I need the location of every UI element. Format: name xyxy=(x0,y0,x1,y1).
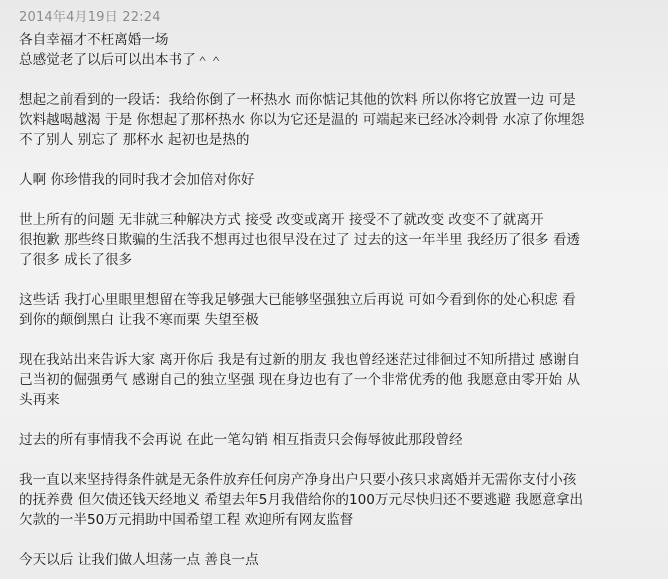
text-line: 人啊 你珍惜我的同时我才会加倍对你好 xyxy=(19,172,255,188)
paragraph-1 xyxy=(19,30,659,70)
text-line: 我一直以来坚持得条件就是无条件放弃任何房产净身出户只要小孩只求离婚并无需你支付小孩 xyxy=(19,472,577,488)
text-line: 世上所有的问题 无非就三种解决方式 接受 改变或离开 接受不了就改变 改变不了就离开 xyxy=(19,212,544,228)
text-line: 的抚养费 但欠债还钱天经地义 希望去年5月我借给你的100万元尽快归还不要逃避 我愿意拿出 xyxy=(19,492,584,508)
paragraph-7 xyxy=(19,430,659,450)
text-line: 了很多 成长了很多 xyxy=(19,252,133,268)
paragraph-8 xyxy=(19,470,659,530)
post-body xyxy=(19,30,659,570)
text-line: 各自幸福才不枉离婚一场 xyxy=(19,32,169,48)
text-line: 己当初的倔强勇气 感谢自己的独立坚强 现在身边也有了一个非常优秀的他 我愿意由零开始 从 xyxy=(19,372,581,388)
paragraph-6 xyxy=(19,350,659,410)
paragraph-2 xyxy=(19,90,659,150)
text-line: 饮料越喝越渴 于是 你想起了那杯热水 你以为它还是温的 可端起来已经冰冷刺骨 水凉了你埋怨 xyxy=(19,112,585,128)
text-line: 想起之前看到的一段话：我给你倒了一杯热水 而你惦记其他的饮料 所以你将它放置一边 可是 xyxy=(19,92,576,108)
text-line: 现在我站出来告诉大家 离开你后 我是有过新的朋友 我也曾经迷茫过徘徊过不知所措过 感谢自 xyxy=(19,352,581,368)
paragraph-9 xyxy=(19,550,659,570)
paragraph-5 xyxy=(19,290,659,330)
text-line: 很抱歉 那些终日欺骗的生活我不想再过也很早没在过了 过去的这一年半里 我经历了很多 看透 xyxy=(19,232,581,248)
text-line: 头再来 xyxy=(19,392,60,408)
text-line: 到你的颠倒黑白 让我不寒而栗 失望至极 xyxy=(19,312,259,328)
paragraph-3 xyxy=(19,170,659,190)
timestamp: 2014年4月19日 22:24 xyxy=(19,10,161,25)
text-line: 不了别人 别忘了 那杯水 起初也是热的 xyxy=(19,132,250,148)
text-line: 今天以后 让我们做人坦荡一点 善良一点 xyxy=(19,552,259,568)
text-line: 总感觉老了以后可以出本书了＾＾ xyxy=(19,52,223,68)
text-line: 这些话 我打心里眼里想留在等我足够强大已能够坚强独立后再说 可如今看到你的处心积虑 看 xyxy=(19,292,576,308)
text-line: 欠款的一半50万元捐助中国希望工程 欢迎所有网友监督 xyxy=(19,512,354,528)
text-line: 过去的所有事情我不会再说 在此一笔勾销 相互指责只会侮辱彼此那段曾经 xyxy=(19,432,463,448)
paragraph-4 xyxy=(19,210,659,270)
